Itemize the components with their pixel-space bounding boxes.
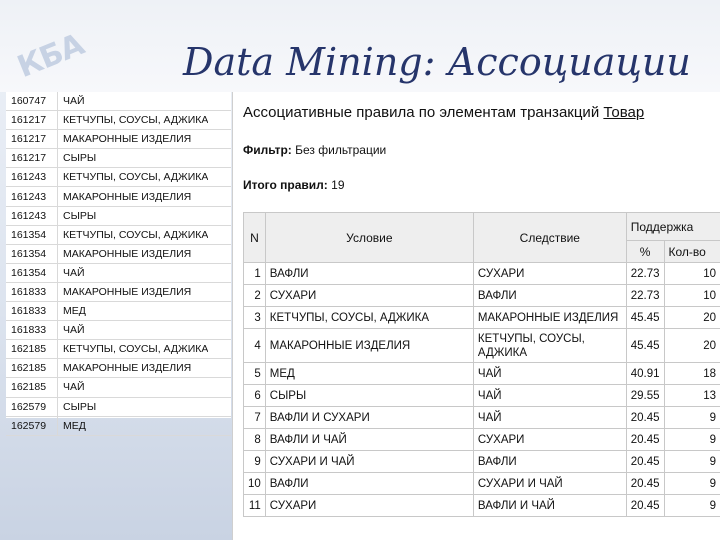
transaction-id: 161243	[6, 187, 58, 205]
rule-support-count: 9	[664, 473, 720, 495]
transaction-item: СЫРЫ	[63, 400, 97, 413]
transaction-id: 161354	[6, 226, 58, 244]
transaction-row	[6, 130, 231, 149]
transaction-item: МАКАРОННЫЕ ИЗДЕЛИЯ	[63, 285, 192, 298]
transaction-id: 162579	[6, 417, 58, 435]
transaction-item: КЕТЧУПЫ, СОУСЫ, АДЖИКА	[63, 343, 209, 356]
transaction-row	[6, 321, 231, 340]
transaction-id: 161833	[6, 321, 58, 339]
header-consequence[interactable]: Следствие	[473, 213, 626, 263]
rule-condition: ВАФЛИ	[265, 263, 473, 285]
rule-number: 11	[244, 495, 266, 517]
transaction-id: 162185	[6, 340, 58, 358]
rule-condition: МЕД	[265, 363, 473, 385]
transaction-row	[6, 340, 231, 359]
rule-support-percent: 45.45	[626, 329, 664, 363]
rule-support-count: 10	[664, 263, 720, 285]
rule-support-percent: 40.91	[626, 363, 664, 385]
transaction-row	[6, 149, 231, 168]
rule-row[interactable]	[244, 285, 720, 307]
rule-number: 7	[244, 407, 266, 429]
transaction-row	[6, 226, 231, 245]
header-count[interactable]: Кол-во	[664, 241, 720, 263]
rule-consequence: СУХАРИ	[473, 429, 626, 451]
rules-table	[243, 212, 720, 517]
transaction-row	[6, 359, 231, 378]
rule-row[interactable]	[244, 429, 720, 451]
transaction-item: МАКАРОННЫЕ ИЗДЕЛИЯ	[63, 247, 192, 260]
rule-row[interactable]	[244, 363, 720, 385]
rule-consequence: ВАФЛИ	[473, 451, 626, 473]
rule-condition: ВАФЛИ И СУХАРИ	[265, 407, 473, 429]
transaction-row	[6, 187, 231, 206]
rule-number: 10	[244, 473, 266, 495]
transaction-item: ЧАЙ	[63, 266, 85, 279]
rule-condition: ВАФЛИ И ЧАЙ	[265, 429, 473, 451]
rule-support-percent: 45.45	[626, 307, 664, 329]
rule-support-count: 18	[664, 363, 720, 385]
transaction-item: КЕТЧУПЫ, СОУСЫ, АДЖИКА	[63, 171, 209, 184]
rule-row[interactable]	[244, 407, 720, 429]
rule-condition: СУХАРИ	[265, 285, 473, 307]
transaction-item: ЧАЙ	[63, 381, 85, 394]
rule-support-percent: 29.55	[626, 385, 664, 407]
rule-consequence: КЕТЧУПЫ, СОУСЫ, АДЖИКА	[473, 329, 626, 363]
rule-row[interactable]	[244, 495, 720, 517]
rule-support-percent: 20.45	[626, 451, 664, 473]
rule-row[interactable]	[244, 473, 720, 495]
transaction-row	[6, 302, 231, 321]
transaction-item: ЧАЙ	[63, 324, 85, 337]
rule-support-percent: 22.73	[626, 263, 664, 285]
rule-number: 5	[244, 363, 266, 385]
rule-support-percent: 20.45	[626, 495, 664, 517]
rule-support-percent: 20.45	[626, 407, 664, 429]
transaction-item: МЕД	[63, 305, 86, 318]
rule-support-percent: 20.45	[626, 429, 664, 451]
logo: КБА	[12, 27, 89, 86]
rule-number: 2	[244, 285, 266, 307]
rule-condition: СУХАРИ	[265, 495, 473, 517]
transaction-row	[6, 168, 231, 187]
header-support[interactable]: Поддержка	[626, 213, 720, 241]
rule-number: 3	[244, 307, 266, 329]
header-condition[interactable]: Условие	[265, 213, 473, 263]
rule-number: 6	[244, 385, 266, 407]
report-title	[243, 104, 644, 121]
rules-report-panel	[232, 92, 720, 540]
transaction-id: 161217	[6, 149, 58, 167]
rule-number: 8	[244, 429, 266, 451]
slide-title: Data Mining: Ассоциации	[183, 40, 691, 84]
rule-support-count: 9	[664, 495, 720, 517]
rule-consequence: ЧАЙ	[473, 363, 626, 385]
rule-condition: СЫРЫ	[265, 385, 473, 407]
rule-row[interactable]	[244, 307, 720, 329]
rule-consequence: ЧАЙ	[473, 407, 626, 429]
transaction-id: 162185	[6, 359, 58, 377]
rule-number: 4	[244, 329, 266, 363]
transaction-id: 161243	[6, 207, 58, 225]
transaction-id: 161217	[6, 111, 58, 129]
rule-support-count: 20	[664, 307, 720, 329]
transaction-id: 161354	[6, 264, 58, 282]
rule-support-percent: 22.73	[626, 285, 664, 307]
transaction-row	[6, 264, 231, 283]
filter-line	[243, 143, 386, 157]
transaction-item: МЕД	[63, 419, 86, 432]
rule-support-count: 9	[664, 407, 720, 429]
filter-label: Фильтр:	[243, 143, 292, 157]
transaction-list	[6, 92, 231, 432]
transaction-row	[6, 417, 231, 436]
transaction-row	[6, 111, 231, 130]
rule-consequence: СУХАРИ	[473, 263, 626, 285]
rule-consequence: ЧАЙ	[473, 385, 626, 407]
rule-row[interactable]	[244, 329, 720, 363]
header-n[interactable]: N	[244, 213, 266, 263]
transaction-row	[6, 378, 231, 397]
rule-support-count: 20	[664, 329, 720, 363]
transaction-item: КЕТЧУПЫ, СОУСЫ, АДЖИКА	[63, 228, 209, 241]
transaction-row	[6, 283, 231, 302]
transaction-item: СЫРЫ	[63, 209, 97, 222]
transaction-row	[6, 245, 231, 264]
rule-consequence: ВАФЛИ И ЧАЙ	[473, 495, 626, 517]
rule-row[interactable]	[244, 451, 720, 473]
rule-support-percent: 20.45	[626, 473, 664, 495]
transaction-item: ЧАЙ	[63, 95, 85, 108]
transaction-item: МАКАРОННЫЕ ИЗДЕЛИЯ	[63, 362, 192, 375]
filter-value: Без фильтрации	[295, 143, 387, 157]
rule-condition: МАКАРОННЫЕ ИЗДЕЛИЯ	[265, 329, 473, 363]
rule-row[interactable]	[244, 263, 720, 285]
transaction-id: 161243	[6, 168, 58, 186]
rule-consequence: ВАФЛИ	[473, 285, 626, 307]
rule-consequence: СУХАРИ И ЧАЙ	[473, 473, 626, 495]
transaction-id: 160747	[6, 92, 58, 110]
transaction-row	[6, 92, 231, 111]
transaction-id: 161217	[6, 130, 58, 148]
transaction-id: 162185	[6, 378, 58, 396]
transaction-item: СЫРЫ	[63, 152, 97, 165]
report-title-text: Ассоциативные правила по элементам транзакций	[243, 104, 600, 121]
rule-condition: ВАФЛИ	[265, 473, 473, 495]
transaction-item: КЕТЧУПЫ, СОУСЫ, АДЖИКА	[63, 114, 209, 127]
rule-number: 1	[244, 263, 266, 285]
rule-support-count: 9	[664, 451, 720, 473]
transaction-id: 161833	[6, 283, 58, 301]
total-rules-line	[243, 178, 345, 192]
report-title-link[interactable]: Товар	[603, 104, 645, 121]
transaction-id: 162579	[6, 398, 58, 416]
rule-support-count: 10	[664, 285, 720, 307]
transaction-row	[6, 398, 231, 417]
rule-consequence: МАКАРОННЫЕ ИЗДЕЛИЯ	[473, 307, 626, 329]
rule-condition: КЕТЧУПЫ, СОУСЫ, АДЖИКА	[265, 307, 473, 329]
rule-number: 9	[244, 451, 266, 473]
transaction-item: МАКАРОННЫЕ ИЗДЕЛИЯ	[63, 133, 192, 146]
rule-condition: СУХАРИ И ЧАЙ	[265, 451, 473, 473]
transaction-id: 161354	[6, 245, 58, 263]
total-rules-value: 19	[331, 178, 345, 192]
rule-row[interactable]	[244, 385, 720, 407]
transaction-id: 161833	[6, 302, 58, 320]
transaction-item: МАКАРОННЫЕ ИЗДЕЛИЯ	[63, 190, 192, 203]
transaction-row	[6, 207, 231, 226]
header-percent[interactable]: %	[626, 241, 664, 263]
rule-support-count: 9	[664, 429, 720, 451]
total-rules-label: Итого правил:	[243, 178, 328, 192]
rule-support-count: 13	[664, 385, 720, 407]
